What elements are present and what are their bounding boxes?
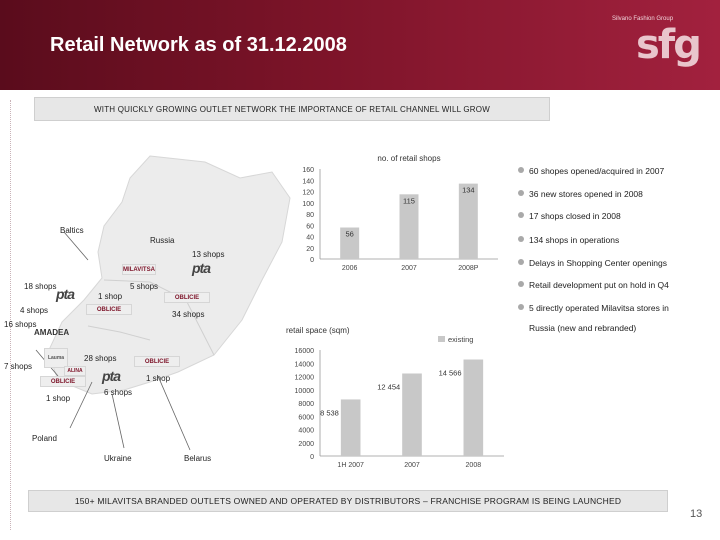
region-russia: Russia	[150, 236, 175, 245]
shops-count-g: 28 shops	[84, 354, 117, 363]
region-baltics: Baltics	[60, 226, 84, 235]
chart-retail-space	[284, 322, 514, 472]
x-tick-label: 2007	[401, 265, 417, 272]
shops-count-h: 1 shop	[146, 374, 171, 383]
shops-count-j: 1 shop	[46, 394, 71, 403]
alina-logo: ALINA	[64, 366, 86, 376]
chart-title: no. of retail shops	[377, 155, 441, 163]
region-poland: Poland	[32, 434, 57, 443]
x-tick-label: 2008	[465, 462, 482, 469]
data-label: 134	[462, 185, 475, 195]
bullet-item: 17 shops closed in 2008	[518, 211, 621, 221]
y-tick-label: 16000	[294, 348, 314, 355]
x-tick-label: 2007	[404, 462, 420, 469]
y-tick-label: 40	[306, 234, 314, 242]
x-tick-label: 1H 2007	[337, 462, 364, 469]
y-tick-label: 2000	[298, 440, 314, 448]
bullet-dot-icon	[518, 304, 524, 310]
y-tick-label: 160	[302, 167, 314, 174]
shops-count-d: 34 shops	[172, 310, 205, 319]
chart-retail-shops	[284, 155, 508, 285]
bullet-item: 60 shopes opened/acquired in 2007	[518, 166, 664, 176]
shops-count-f: 7 shops	[4, 362, 33, 371]
bar	[402, 373, 422, 456]
y-tick-label: 80	[306, 212, 314, 219]
bar	[464, 360, 484, 456]
company-logo: sfg	[636, 22, 700, 68]
oblicie-logo: OBLICIE	[86, 304, 132, 315]
pta-logo: pta	[102, 368, 120, 384]
y-tick-label: 10000	[294, 387, 314, 395]
bullet-dot-icon	[518, 190, 524, 196]
lauma-logo: Lauma	[44, 348, 68, 368]
y-tick-label: 6000	[298, 414, 314, 422]
data-label: 12 454	[377, 382, 401, 392]
pta-logo: pta	[192, 260, 210, 276]
page-number: 13	[690, 508, 703, 520]
shops-count-i: 6 shops	[104, 388, 133, 397]
data-label: 115	[403, 196, 415, 206]
bullet-item-continuation: Russia (new and rebranded)	[529, 323, 637, 333]
bullet-item: 36 new stores opened in 2008	[518, 189, 643, 199]
pointer-line-ukraine	[112, 394, 124, 448]
slide-title: Retail Network as of 31.12.2008	[50, 34, 347, 56]
legend-label: existing	[448, 335, 474, 344]
bullet-dot-icon	[518, 281, 524, 287]
y-tick-label: 0	[310, 257, 314, 264]
logo-caption: Silvano Fashion Group	[612, 16, 674, 22]
pointer-line-belarus	[158, 376, 190, 450]
shops-count-baltics: 18 shops	[24, 282, 57, 291]
data-label: 56	[345, 229, 354, 239]
region-belarus: Belarus	[184, 454, 212, 463]
y-tick-label: 4000	[298, 427, 314, 435]
bullet-item: 134 shops in operations	[518, 235, 619, 245]
y-tick-label: 60	[306, 223, 314, 231]
shops-count-e: 16 shops	[4, 320, 37, 329]
amadea-logo: AMADEA	[34, 328, 70, 337]
y-tick-label: 0	[310, 454, 314, 461]
bar	[341, 399, 361, 456]
milavitsa-logo: MILAVITSA	[122, 264, 156, 275]
bullet-item: Retail development put on hold in Q4	[518, 280, 669, 290]
bullet-item: 5 directly operated Milavitsa stores in	[518, 303, 669, 313]
y-tick-label: 140	[302, 178, 314, 186]
bullet-item: Delays in Shopping Center openings	[518, 258, 667, 268]
bar	[459, 184, 478, 259]
data-label: 14 566	[438, 368, 462, 378]
oblicie-logo: OBLICIE	[164, 292, 210, 303]
legend-swatch	[438, 336, 445, 342]
y-tick-label: 8000	[298, 401, 314, 408]
pta-logo: pta	[56, 286, 74, 302]
chart-title: retail space (sqm)	[286, 326, 350, 335]
shops-count-c: 4 shops	[20, 306, 49, 315]
pointer-line-baltics	[64, 232, 88, 260]
y-tick-label: 120	[302, 189, 314, 197]
shops-count-a: 1 shop	[98, 292, 123, 301]
bullet-dot-icon	[518, 212, 524, 218]
bullet-dot-icon	[518, 167, 524, 173]
y-tick-label: 20	[306, 245, 314, 253]
data-label: 8 538	[320, 408, 339, 418]
shops-count-russia: 13 shops	[192, 250, 225, 259]
x-tick-label: 2008P	[458, 265, 479, 272]
y-tick-label: 100	[302, 200, 314, 208]
bullet-dot-icon	[518, 236, 524, 242]
region-ukraine: Ukraine	[104, 454, 132, 463]
shops-count-b: 5 shops	[130, 282, 159, 291]
oblicie-logo: OBLICIE	[134, 356, 180, 367]
top-banner: WITH QUICKLY GROWING OUTLET NETWORK THE IMPORTANCE OF RETAIL CHANNEL WILL GROW	[34, 97, 550, 121]
bullet-dot-icon	[518, 259, 524, 265]
y-tick-label: 14000	[294, 361, 314, 369]
bottom-banner: 150+ MILAVITSA BRANDED OUTLETS OWNED AND OPERATED BY DISTRIBUTORS – FRANCHISE PROGRAM IS BEING LAUNCHED	[28, 490, 668, 512]
oblicie-logo: OBLICIE	[40, 376, 86, 387]
x-tick-label: 2006	[341, 265, 358, 272]
y-tick-label: 12000	[294, 374, 314, 382]
